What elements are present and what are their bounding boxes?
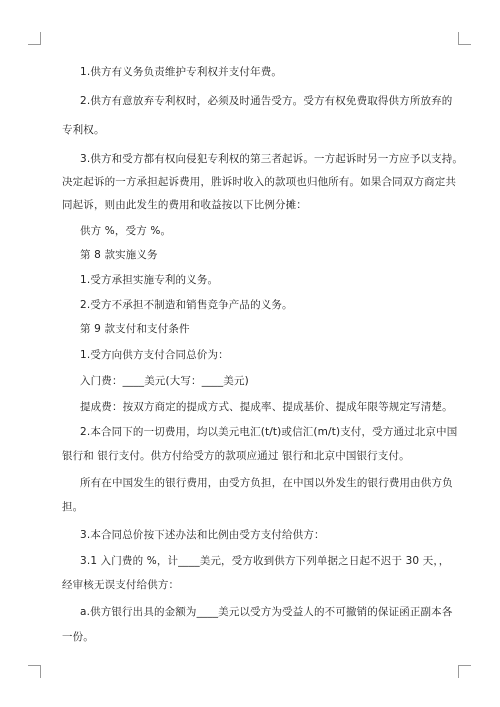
paragraph-line: 银行和 银行支付。供方付给受方的款项应通过 银行和北京中国银行支付。	[62, 450, 410, 462]
paragraph-line: 提成费：按双方商定的提成方式、提成率、提成基价、提成年限等规定写清楚。	[80, 401, 453, 413]
paragraph-line: 1.受方承担实施专利的义务。	[80, 274, 219, 286]
paragraph-line: 一份。	[62, 631, 94, 643]
paragraph-line: 3.供方和受方都有权向侵犯专利权的第三者起诉。一方起诉时另一方应予以支持。	[80, 153, 464, 165]
paragraph-line: 同起诉，则由此发生的费用和收益按以下比例分摊：	[62, 199, 307, 211]
paragraph-line: 3.本合同总价按下述办法和比例由受方支付给供方：	[80, 529, 325, 541]
paragraph-line: 所有在中国发生的银行费用，由受方负担，在中国以外发生的银行费用由供方负	[80, 477, 453, 489]
paragraph-line: 1.受方向供方支付合同总价为：	[80, 349, 229, 361]
paragraph-line: a.供方银行出具的金额为____美元以受方为受益人的不可撤销的保证函正副本各	[80, 606, 453, 618]
paragraph-line: 决定起诉的一方承担起诉费用，胜诉时收入的款项也归他所有。如果合同双方商定共	[62, 176, 457, 188]
paragraph-line: 经审核无误支付给供方：	[62, 579, 180, 591]
paragraph-line: 3.1 入门费的 %，计____美元，受方收到供方下列单据之日起不迟于 30 天，，	[80, 555, 450, 567]
paragraph-line: 入门费：____美元(大写：____美元)	[80, 375, 249, 387]
paragraph-line: 担。	[62, 501, 84, 513]
paragraph-line: 2.受方不承担不制造和销售竞争产品的义务。	[80, 299, 293, 311]
paragraph-line: 供方 %，受方 %。	[80, 225, 172, 237]
corner-mark-top-left	[28, 32, 41, 45]
section-heading: 第 8 款实施义务	[80, 249, 158, 261]
paragraph-line: 2.本合同下的一切费用，均以美元电汇(t/t)或信汇(m/t)支付，受方通过北京中国	[80, 426, 458, 438]
section-heading: 第 9 款支付和支付条件	[80, 323, 190, 335]
paragraph-line: 2.供方有意放弃专利权时，必须及时通告受方。受方有权免费取得供方所放弃的	[80, 95, 453, 107]
paragraph-line: 专利权。	[62, 124, 105, 136]
corner-mark-bottom-right	[458, 665, 471, 678]
corner-mark-bottom-left	[28, 665, 41, 678]
paragraph-line: 1.供方有义务负责维护专利权并支付年费。	[80, 66, 283, 78]
corner-mark-top-right	[458, 32, 471, 45]
